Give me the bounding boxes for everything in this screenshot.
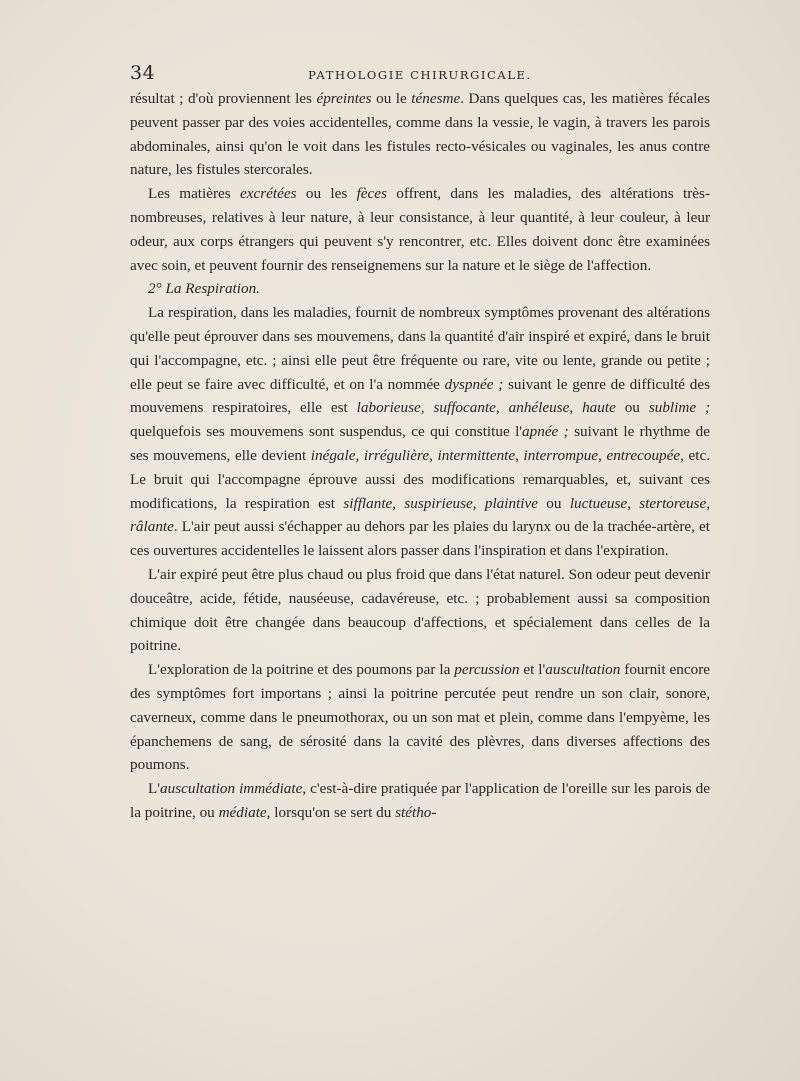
text: ou les	[296, 185, 357, 203]
text: La respiration, dans les maladies, fournit de nombreux symptômes provenant des altérations qu'elle peut éprouver dans ses mouvemens, dans la quantité d'air inspiré et expiré, dans le bruit qui l'accompagne, etc. ; ainsi elle peut être fréquente ou rare, vite ou lente, grande ou petite ; elle peut se faire avec difficulté, et on l'a nommée	[130, 304, 710, 393]
text: Les matières	[148, 185, 241, 203]
italic-term: fèces	[356, 185, 387, 203]
text: ,	[598, 446, 607, 464]
text: . L'air peut aussi s'échapper au dehors par les plaies du larynx ou de la trachée-artère, et ces ouvertures accidentelles le laissent alors passer dans l'inspiration et dans l'expiration.	[130, 518, 710, 560]
page-body	[130, 87, 710, 825]
italic-term: plaintive	[484, 494, 538, 512]
text: ,	[495, 399, 509, 417]
paragraph-1	[130, 87, 710, 182]
paragraph-4	[130, 563, 710, 658]
text: quelquefois ses mouvemens sont suspendus, ce qui constitue l'	[130, 423, 523, 441]
italic-term: sublime ;	[648, 399, 711, 417]
text: et l'	[519, 661, 546, 679]
italic-term: apnée ;	[522, 423, 569, 441]
italic-term: auscultation	[545, 661, 621, 679]
text: ou	[538, 494, 570, 512]
italic-term: ténesme	[411, 90, 461, 107]
text: ,	[569, 399, 583, 417]
text: ,	[627, 494, 640, 512]
text: suivant le genre de difficulté des mouvemens respiratoires, elle est	[130, 375, 710, 417]
text: résultat ; d'où proviennent les	[130, 90, 317, 107]
italic-term: anhéleuse	[508, 399, 570, 417]
page-number: 34	[130, 62, 156, 84]
italic-term: intermittente	[437, 446, 516, 464]
italic-term: inégale, irrégulière	[310, 446, 430, 464]
italic-term: luctueuse	[569, 494, 628, 512]
text: ,	[706, 494, 711, 512]
text: L'	[148, 780, 161, 798]
italic-term: entrecoupée	[606, 446, 681, 464]
paragraph-2	[130, 182, 710, 277]
paragraph-5	[130, 658, 710, 777]
italic-term: médiate	[218, 803, 267, 821]
italic-term: râlante	[130, 518, 174, 536]
italic-term: suffocante	[433, 399, 496, 417]
text: offrent, dans les maladies, des altérations très-nombreuses, relatives à leur nature, à leur consistance, à leur quantité, à leur couleur, à leur odeur, aux corps étrangers qui peuvent s'y rencontrer, etc. Elles doivent donc être examinées avec soin, et peuvent fournir des renseignemens sur la nature et le siège de l'affection.	[130, 185, 710, 274]
text: L'air expiré peut être plus chaud ou plus froid que dans l'état naturel. Son odeur peut devenir douceâtre, acide, fétide, nauséeuse, cadavéreuse, etc. ; probablement aussi sa composition chimique doit être changée dans beaucoup d'affections, et spécialement dans celles de la poitrine.	[130, 565, 710, 655]
text: ou	[615, 399, 649, 417]
text: , lorsqu'on se sert du	[266, 803, 396, 821]
running-title: PATHOLOGIE CHIRURGICALE.	[308, 68, 532, 82]
italic-term: suspirieuse	[404, 494, 473, 512]
italic-term: stétho-	[395, 803, 437, 821]
italic-term: excrétées	[240, 185, 297, 203]
italic-term: dyspnée ;	[444, 375, 504, 393]
italic-term: épreintes	[316, 90, 372, 107]
text: , etc. Le bruit qui l'accompagne éprouve aussi des modifications remarquables, et, suivant ces modifications, la respiration est	[130, 446, 711, 512]
text: , c'est-à-dire pratiquée par l'application de l'oreille sur les parois de la poitrine, ou	[130, 780, 711, 821]
text: fournit encore des symptômes fort importans ; ainsi la poitrine percutée peut rendre un son clair, sonore, caverneux, comme dans le pneumothorax, ou un son mat et plein, comme dans l'empyème, les épanchemens de sang, de sérosité dans la cavité des plèvres, dans diverses affections des poumons.	[130, 661, 711, 774]
italic-term: percussion	[454, 661, 520, 679]
text: . Dans quelques cas, les matières fécales peuvent passer par des voies accidentelles, comme dans la vessie, le vagin, à travers les parois abdominales, ainsi qu'on le voit dans les fistules recto-vésicales ou vaginales, les anus contre nature, les fistules stercorales.	[130, 90, 710, 179]
italic-term: auscultation immédiate	[160, 780, 303, 798]
text: suivant le rhythme de ses mouvemens, elle devient	[130, 423, 711, 464]
text: ,	[420, 399, 434, 417]
italic-term: interrompue	[523, 446, 599, 464]
page-header	[130, 62, 710, 86]
paragraph-3	[130, 301, 710, 563]
text: ou le	[371, 90, 412, 107]
italic-term: stertoreuse	[639, 494, 707, 512]
italic-term: sifflante	[343, 494, 393, 512]
text: ,	[429, 446, 438, 464]
text: ,	[392, 494, 405, 512]
italic-term: laborieuse	[356, 399, 421, 417]
text: ,	[472, 494, 485, 512]
text: L'exploration de la poitrine et des poumons par la	[148, 661, 455, 679]
section-heading: 2° La Respiration.	[148, 280, 260, 298]
paragraph-6	[130, 777, 710, 825]
text: ,	[515, 446, 524, 464]
italic-term: haute	[582, 399, 616, 417]
